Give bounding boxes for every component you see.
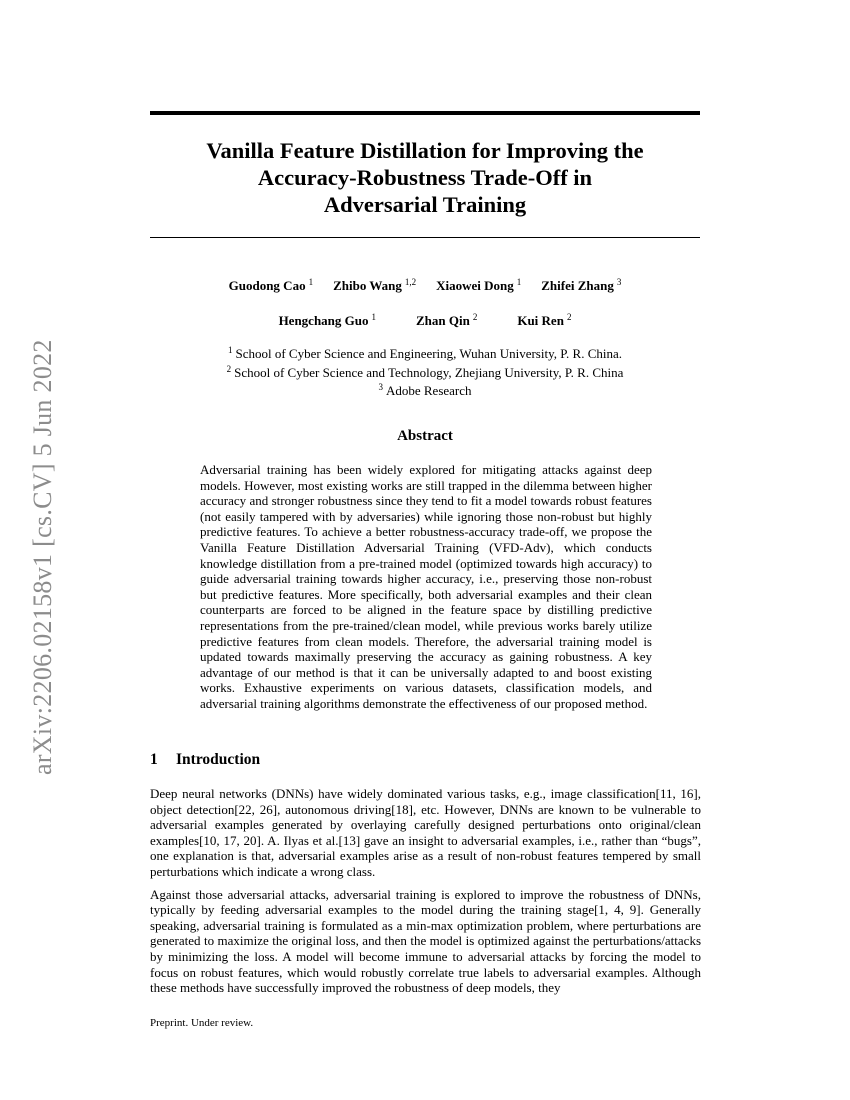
author — [333, 277, 416, 294]
author-affiliation-mark: 1 — [516, 277, 522, 287]
title-top-rule — [150, 111, 700, 115]
introduction-body — [150, 786, 701, 1003]
author — [229, 277, 313, 294]
author-affiliation-mark: 3 — [616, 277, 622, 287]
preprint-footer: Preprint. Under review. — [150, 1017, 254, 1029]
title-line: Adversarial Training — [323, 192, 527, 217]
author-name: Zhifei Zhang — [541, 278, 614, 293]
author-name: Guodong Cao — [228, 278, 306, 293]
section-heading — [150, 751, 260, 769]
author — [436, 277, 521, 294]
affiliation — [150, 380, 700, 399]
paragraph: Against those adversarial attacks, adversarial training is explored to improve the robustness of DNNs, typically by feeding adversarial examples to the model during the training stage[1, 4, 9]. Generally speaking, adversarial training is formulated as a min-max optimization problem, where perturbations are generated to maximize the original loss, and then the model is optimized against the perturbations/attacks by minimizing the loss. A model will become immune to adversarial attacks by forcing the model to focus on robust features, which would robustly correlate true labels to adversarial examples. Although these methods have successfully improved the robustness of deep models, they — [150, 886, 701, 996]
paragraph: Deep neural networks (DNNs) have widely dominated various tasks, e.g., image classification[11, 16], object detection[22, 26], autonomous driving[18], etc. However, DNNs are known to be vulnerable to adversarial examples generated by overlaying carefully designed perturbations onto original/clean examples[10, 17, 20]. A. Ilyas et al.[13] gave an insight to adversarial examples, i.e., rather than “bugs”, one explanation is that, adversarial examples arise as a result of non-robust features tempered by small perturbations which indicate a wrong class. — [150, 786, 701, 879]
author-name: Zhibo Wang — [333, 278, 402, 293]
author-name: Hengchang Guo — [278, 313, 369, 328]
author — [517, 312, 571, 329]
author-affiliation-mark: 2 — [472, 312, 478, 322]
author-affiliation-mark: 1 — [371, 312, 376, 322]
affiliation — [150, 343, 700, 362]
abstract-heading: Abstract — [397, 428, 453, 444]
author-affiliation-mark: 1,2 — [404, 277, 417, 287]
author-name: Xiaowei Dong — [436, 278, 514, 293]
affiliation-mark: 1 — [227, 345, 233, 355]
affiliation-text: School of Cyber Science and Engineering, Wuhan University, P. R. China. — [235, 346, 623, 361]
authors-row — [150, 312, 700, 329]
author — [416, 312, 477, 329]
authors-row — [150, 277, 700, 294]
author — [279, 312, 376, 329]
section-title: Introduction — [176, 751, 261, 768]
section-number: 1 — [150, 751, 158, 768]
affiliations — [150, 343, 700, 399]
affiliation-text: Adobe Research — [385, 383, 472, 398]
abstract-body: Adversarial training has been widely explored for mitigating attacks against deep models. However, most existing works are still trapped in the dilemma between higher accuracy and stronger robustness since they tend to fit a model towards robust features (not easily tampered with by adversaries) while ignoring those non-robust but highly predictive features. To achieve a better robustness-accuracy trade-off, we propose the Vanilla Feature Distillation Adversarial Training (VFD-Adv), which conducts knowledge distillation from a pre-trained model (optimized towards high accuracy) to guide adversarial training towards higher accuracy, i.e., preserving those non-robust but predictive features. More specifically, both adversarial examples and their clean counterparts are forced to be aligned in the feature space by distilling predictive representations from the pre-trained/clean model, while previous works barely utilize predictive features from clean models. Therefore, the adversarial training model is updated towards maximally preserving the accuracy as gaining robustness. A key advantage of our method is that it can be universally adapted to and boost existing works. Exhaustive experiments on various datasets, classification models, and adversarial training algorithms demonstrate the effectiveness of our proposed method. — [200, 462, 652, 711]
arxiv-identifier-stamp: arXiv:2206.02158v1 [cs.CV] 5 Jun 2022 — [28, 339, 57, 775]
author-affiliation-mark: 1 — [308, 277, 314, 287]
title-line: Vanilla Feature Distillation for Improving the — [206, 138, 644, 163]
author-name: Zhan Qin — [416, 313, 470, 328]
affiliation-text: School of Cyber Science and Technology, Zhejiang University, P. R. China — [234, 364, 624, 380]
author-affiliation-mark: 2 — [566, 312, 572, 322]
title-line: Accuracy-Robustness Trade-Off in — [257, 165, 593, 190]
affiliation-mark: 3 — [378, 382, 383, 392]
author — [541, 277, 621, 294]
paper-title — [150, 137, 700, 218]
affiliation-mark: 2 — [226, 363, 232, 374]
affiliation — [150, 362, 700, 381]
author-name: Kui Ren — [517, 313, 564, 328]
title-bottom-rule — [150, 237, 700, 238]
